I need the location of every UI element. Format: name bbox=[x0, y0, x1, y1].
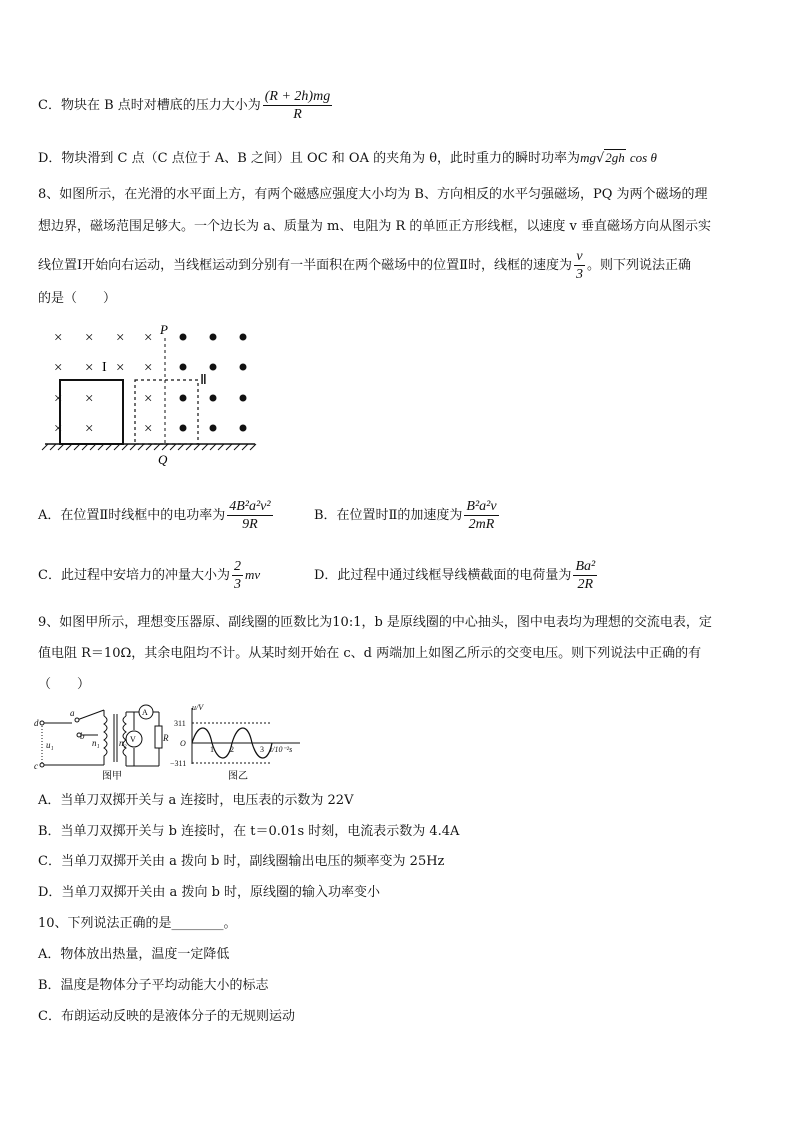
q8-a-fraction: $\frac{\text{4B²a²v²}}{9R}$ bbox=[229, 499, 271, 532]
dot-mark bbox=[240, 395, 247, 402]
q8-c-fraction: $\frac{2}{3}$ bbox=[233, 559, 241, 592]
figure-b-caption: 图乙 bbox=[228, 771, 248, 782]
voltmeter-label: V bbox=[130, 735, 136, 744]
label-b: b bbox=[80, 731, 85, 741]
switch-contact-a bbox=[75, 718, 79, 722]
q9-option-b: B．当单刀双掷开关与 b 连接时，在 t＝0.01s 时刻，电流表示数为 4.4A bbox=[38, 824, 460, 839]
terminal-c bbox=[40, 763, 44, 767]
cross-mark: × bbox=[144, 360, 153, 376]
label-position-2: Ⅱ bbox=[200, 373, 207, 388]
label-n1: n₁ bbox=[92, 738, 100, 748]
cross-mark: × bbox=[144, 330, 153, 346]
q9-stem-line3: （ ） bbox=[38, 677, 91, 692]
label-a: a bbox=[70, 708, 75, 718]
q8-option-b: B．在位置时Ⅱ的加速度为 $\frac{\text{B²a²v}}{2mR}$ bbox=[314, 499, 497, 532]
q8-stem-line3: 线位置Ⅰ开始向右运动，当线框运动到分别有一半面积在两个磁场中的位置Ⅱ时，线框的速度为 $\frac{v}{3}$ 。则下列说法正确 bbox=[38, 249, 691, 282]
cross-mark: × bbox=[144, 421, 153, 437]
cross-mark: × bbox=[54, 421, 63, 437]
tick-label-2: 2 bbox=[230, 745, 234, 754]
q8-d-fraction: $\frac{\text{Ba²}}{2R}$ bbox=[575, 559, 596, 592]
dot-mark bbox=[210, 364, 217, 371]
y-max-label: 311 bbox=[174, 719, 186, 728]
q9-transformer-figure bbox=[34, 702, 174, 782]
q9-voltage-graph bbox=[170, 702, 310, 782]
label-r: R bbox=[163, 733, 169, 743]
q10-option-b: B．温度是物体分子平均动能大小的标志 bbox=[38, 978, 269, 993]
sqrt-sign: √ bbox=[595, 151, 605, 166]
q9-stem-line1: 9、如图甲所示，理想变压器原、副线圈的匝数比为10:1，b 是原线圈的中心抽头，图中电表均为理想的交流电表，定 bbox=[38, 615, 712, 630]
q10-option-a: A．物体放出热量，温度一定降低 bbox=[38, 947, 230, 962]
label-n2: n₂ bbox=[119, 738, 127, 748]
q8-stem-line2: 想边界，磁场范围足够大。一个边长为 a、质量为 m、电阻为 R 的单匝正方形线框，以速度 v 垂直磁场方向从图示实 bbox=[38, 219, 712, 234]
q7-option-c: C．物块在 B 点时对槽底的压力大小为 $\frac{(R + 2h)mg}{R}$ bbox=[38, 89, 331, 122]
dot-marks bbox=[180, 334, 247, 432]
cross-mark: × bbox=[54, 391, 63, 407]
q9-option-a: A．当单刀双掷开关与 a 连接时，电压表的示数为 22V bbox=[38, 793, 354, 808]
dot-mark bbox=[210, 395, 217, 402]
label-position-1: I bbox=[102, 360, 107, 375]
q7-c-fraction bbox=[263, 88, 332, 123]
cross-mark: × bbox=[85, 360, 94, 376]
dot-mark bbox=[180, 334, 187, 341]
q8-velocity-fraction: $\frac{v}{3}$ bbox=[575, 249, 583, 282]
cross-mark: × bbox=[116, 360, 125, 376]
cross-mark: × bbox=[85, 330, 94, 346]
q8-option-a: A．在位置Ⅱ时线框中的电功率为 $\frac{\text{4B²a²v²}}{9R}$ bbox=[38, 499, 271, 532]
cross-marks bbox=[54, 330, 152, 437]
frac-denominator: R bbox=[293, 107, 302, 122]
q10-stem: 10、下列说法正确的是________。 bbox=[38, 916, 237, 931]
label-u1: u₁ bbox=[46, 740, 54, 750]
q8-option-c: C．此过程中安培力的冲量大小为 $\frac{2}{3}$ mv bbox=[38, 559, 261, 592]
frac-numerator: (R + 2h)mg bbox=[264, 89, 331, 104]
tick-label-1: 1 bbox=[210, 745, 214, 754]
label-c: c bbox=[34, 761, 38, 771]
cross-mark: × bbox=[54, 360, 63, 376]
cross-mark: × bbox=[85, 391, 94, 407]
y-min-label: −311 bbox=[170, 759, 187, 768]
q7-option-d: D．物块滑到 C 点（C 点位于 A、B 之间）且 OC 和 OA 的夹角为 θ，此时重力的瞬时功率为mg√2gh cos θ bbox=[38, 150, 657, 166]
y-axis-label: u/V bbox=[192, 703, 204, 712]
q8-stem-line1: 8、如图所示，在光滑的水平面上方，有两个磁感应强度大小均为 B、方向相反的水平匀强磁场，PQ 为两个磁场的理 bbox=[38, 187, 708, 202]
cross-mark: × bbox=[85, 421, 94, 437]
origin-label: O bbox=[180, 739, 186, 748]
q8-magnetic-field-figure bbox=[40, 318, 270, 470]
ammeter-label: A bbox=[142, 708, 148, 717]
q8-b-fraction: $\frac{\text{B²a²v}}{2mR}$ bbox=[466, 499, 497, 532]
label-q: Q bbox=[158, 452, 168, 467]
dot-mark bbox=[180, 425, 187, 432]
label-p: P bbox=[160, 322, 168, 337]
figure-a-caption: 图甲 bbox=[102, 771, 122, 782]
q9-option-c: C．当单刀双掷开关由 a 拨向 b 时，副线圈输出电压的频率变为 25Hz bbox=[38, 854, 445, 869]
dot-mark bbox=[240, 425, 247, 432]
q9-option-d: D．当单刀双掷开关由 a 拨向 b 时，原线圈的输入功率变小 bbox=[38, 885, 381, 900]
dot-mark bbox=[210, 425, 217, 432]
q9-stem-line2: 值电阻 R＝10Ω，其余电阻均不计。从某时刻开始在 c、d 两端加上如图乙所示的交变电压。则下列说法中正确的有 bbox=[38, 646, 702, 661]
q10-option-c: C．布朗运动反映的是液体分子的无规则运动 bbox=[38, 1009, 295, 1024]
cross-mark: × bbox=[144, 391, 153, 407]
dot-mark bbox=[180, 395, 187, 402]
cross-mark: × bbox=[54, 330, 63, 346]
dot-mark bbox=[240, 364, 247, 371]
dot-mark bbox=[210, 334, 217, 341]
dot-mark bbox=[240, 334, 247, 341]
tick-label-3: 3 bbox=[260, 745, 264, 754]
label-d: d bbox=[34, 718, 39, 728]
x-axis-label: t/10⁻²s bbox=[270, 745, 293, 754]
q8-stem-line4: 的是（ ） bbox=[38, 291, 117, 306]
cross-mark: × bbox=[116, 330, 125, 346]
dot-mark bbox=[180, 364, 187, 371]
terminal-d bbox=[40, 721, 44, 725]
q8-option-d: D．此过程中通过线框导线横截面的电荷量为 $\frac{\text{Ba²}}{2R}$ bbox=[314, 559, 596, 592]
